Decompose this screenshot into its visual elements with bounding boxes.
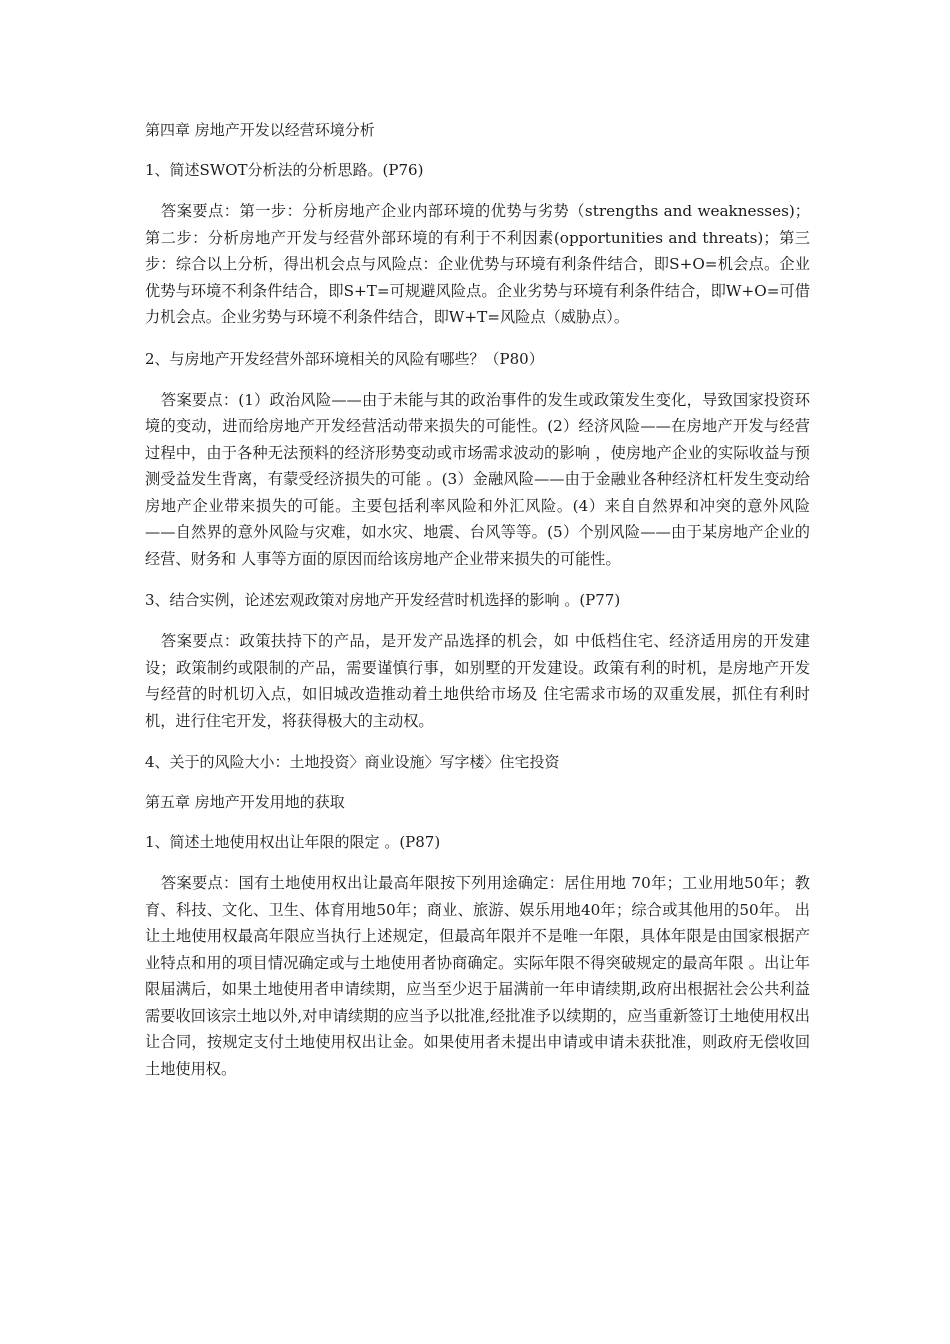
answer-4-2: 答案要点：(1）政治风险——由于未能与其的政治事件的发生或政策发生变化，导致国家投资环境的变动，进而给房地产开发经营活动带来损失的可能性。(2）经济风险——在房地产开发与经营过程中，由于各种无法预料的经济形势变动或市场需求波动的影响 ，使房地产企业的实际收益与预测受益发生背离，有蒙受经济损失的可能 。(3）金融风险——由于金融业各种经济杠杆发生变动给房地产企业带来损失的可能。主要包括利率风险和外汇风险。(4）来自自然界和冲突的意外风险 ——自然界的意外风险与灾难，如水灾、地震、台风等等。(5）个别风险——由于某房地产企业的经营、财务和 人事等方面的原因而给该房地产企业带来损失的可能性。 [145,390,810,568]
question-4-3: 3、结合实例，论述宏观政策对房地产开发经营时机选择的影响 。(P77) [145,591,621,609]
question-5-1: 1、简述土地使用权出让年限的限定 。(P87) [145,833,441,851]
question-4-4: 4、关于的风险大小：土地投资〉商业设施〉写字楼〉住宅投资 [145,753,560,771]
chapter-5-title: 第五章 房地产开发用地的获取 [145,793,345,811]
answer-5-1: 答案要点：国有土地使用权出让最高年限按下列用途确定：居住用地 70年；工业用地50年；教育、科技、文化、卫生、体育用地50年；商业、旅游、娱乐用地40年；综合或其他用的50年。 出让土地使用权最高年限应当执行上述规定，但最高年限并不是唯一年限，具体年限是由国家根据产业特点和用的项目情况确定或与土地使用者协商确定。实际年限不得突破规定的最高年限 。出让年限届满后，如果土地使用者申请续期，应当至少迟于届满前一年申请续期,政府出根据社会公共利益需要收回该宗土地以外,对申请续期的应当予以批准,经批准予以续期的，应当重新签订土地使用权出让合同，按规定支付土地使用权出让金。如果使用者未提出申请或申请未获批准，则政府无偿收回土地使用权。 [145,874,810,1078]
answer-4-3: 答案要点：政策扶持下的产品，是开发产品选择的机会，如 中低档住宅、经济适用房的开发建设；政策制约或限制的产品，需要谨慎行事，如别墅的开发建设。政策有利的时机，是房地产开发与经营的时机切入点，如旧城改造推动着土地供给市场及 住宅需求市场的双重发展，抓住有利时机，进行住宅开发，将获得极大的主动权。 [145,632,810,730]
answer-4-1: 答案要点：第一步：分析房地产企业内部环境的优势与劣势（strengths and weaknesses)；第二步：分析房地产开发与经营外部环境的有利于不利因素(opportunities and threats)；第三步：综合以上分析，得出机会点与风险点：企业优势与环境有利条件结合，即S+O=机会点。企业优势与环境不利条件结合，即S+T=可规避风险点。企业劣势与环境有利条件结合，即W+O=可借力机会点。企业劣势与环境不利条件结合，即W+T=风险点（威胁点）。 [145,202,810,326]
chapter-4-title: 第四章 房地产开发以经营环境分析 [145,121,375,139]
question-4-1: 1、简述SWOT分析法的分析思路。(P76) [145,161,424,179]
question-4-2: 2、与房地产开发经营外部环境相关的风险有哪些？（P80） [145,349,544,368]
document-page [145,118,810,1098]
